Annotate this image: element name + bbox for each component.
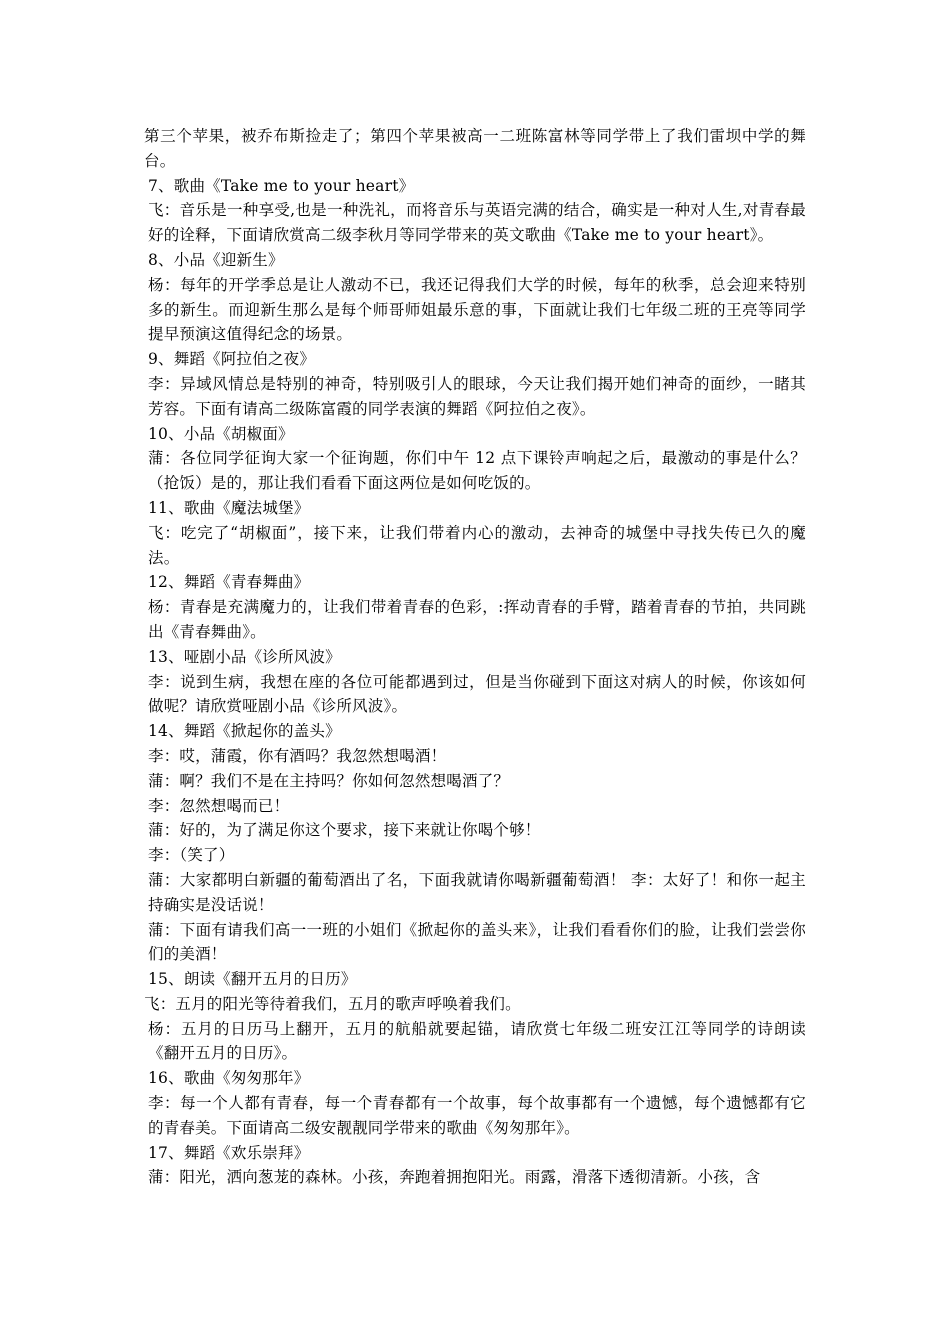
paragraph-5: 杨：每年的开学季总是让人激动不已，我还记得我们大学的时候，每年的秋季，总会迎来特别多的新生。而迎新生那么是每个师哥师姐最乐意的事，下面就让我们七年级二班的王亮等同学提早预演这值得纪念的场景。	[148, 275, 806, 344]
program-title-13: 13、哑剧小品《诊所风波》	[148, 647, 341, 666]
paragraph-28: 李：每一个人都有青春，每一个青春都有一个故事，每个故事都有一个遗憾，每个遗憾都有它的青春美。下面请高二级安靓靓同学带来的歌曲《匆匆那年》。	[148, 1094, 806, 1137]
program-title-14: 14、舞蹈《掀起你的盖头》	[148, 722, 341, 741]
program-title-17: 17、舞蹈《欢乐崇拜》	[148, 1143, 310, 1162]
paragraph-9: 蒲：各位同学征询大家一个征询题，你们中午 12 点下课铃声响起之后，最激动的事是什么？（抢饭）是的，那让我们看看下面这两位是如何吃饭的。	[148, 449, 806, 493]
paragraph-25: 飞：五月的阳光等待着我们，五月的歌声呼唤着我们。	[144, 994, 521, 1013]
dialogue-line: 李：（笑了）	[148, 846, 235, 865]
program-title-12: 12、舞蹈《青春舞曲》	[148, 573, 310, 592]
dialogue-line: 李：忽然想喝而已！	[148, 796, 290, 815]
dialogue-line: 蒲：大家都明白新疆的葡萄酒出了名，下面我就请你喝新疆葡萄酒！ 李：太好了！和你一起主持确实是没话说！	[148, 870, 806, 914]
program-title-11: 11、歌曲《魔法城堡》	[148, 498, 310, 517]
paragraph-1: 第三个苹果，被乔布斯捡走了；第四个苹果被高一二班陈富林等同学带上了我们雷坝中学的舞台。	[144, 127, 806, 170]
program-title-16: 16、歌曲《匆匆那年》	[148, 1069, 310, 1088]
dialogue-line: 李：哎，蒲霞，你有酒吗？我忽然想喝酒！	[148, 746, 447, 765]
program-title-9: 9、舞蹈《阿拉伯之夜》	[148, 350, 316, 369]
program-title-7: 7、歌曲《Take me to your heart》	[148, 176, 415, 195]
paragraph-26: 杨：五月的日历马上翻开，五月的航船就要起锚，请欣赏七年级二班安江江等同学的诗朗读《翻开五月的日历》。	[148, 1019, 806, 1063]
program-title-15: 15、朗读《翻开五月的日历》	[148, 970, 357, 989]
paragraph-3: 飞：音乐是一种享受,也是一种洗礼，而将音乐与英语完满的结合，确实是一种对人生,对青春最好的诠释，下面请欣赏高二级李秋月等同学带来的英文歌曲《Take me to your heart》。	[148, 201, 806, 245]
dialogue-line: 蒲：啊？我们不是在主持吗？你如何忽然想喝酒了？	[148, 771, 510, 790]
dialogue-line: 蒲：好的，为了满足你这个要求，接下来就让你喝个够！	[148, 821, 541, 840]
paragraph-13: 杨：青春是充满魔力的，让我们带着青春的色彩，:挥动青春的手臂，踏着青春的节拍，共同跳出《青春舞曲》。	[148, 598, 806, 641]
program-title-10: 10、小品《胡椒面》	[148, 424, 294, 443]
paragraph-11: 飞：吃完了“胡椒面”，接下来，让我们带着内心的激动，去神奇的城堡中寻找失传已久的魔法。	[148, 523, 806, 567]
paragraph-15: 李：说到生病，我想在座的各位可能都遇到过，但是当你碰到下面这对病人的时候，你该如何做呢？请欣赏哑剧小品《诊所风波》。	[148, 672, 806, 716]
program-title-8: 8、小品《迎新生》	[148, 250, 284, 269]
paragraph-7: 李：异域风情总是特别的神奇，特别吸引人的眼球，今天让我们揭开她们神奇的面纱，一睹其芳容。下面有请高二级陈富霞的同学表演的舞蹈《阿拉伯之夜》。	[148, 374, 806, 418]
paragraph-30: 蒲：阳光，洒向葱茏的森林。小孩，奔跑着拥抱阳光。雨露，滑落下透彻清新。小孩，含	[148, 1168, 761, 1187]
document-page	[144, 124, 806, 1190]
dialogue-line: 蒲：下面有请我们高一一班的小姐们《掀起你的盖头来》，让我们看看你们的脸，让我们尝尝你们的美酒！	[148, 920, 806, 964]
